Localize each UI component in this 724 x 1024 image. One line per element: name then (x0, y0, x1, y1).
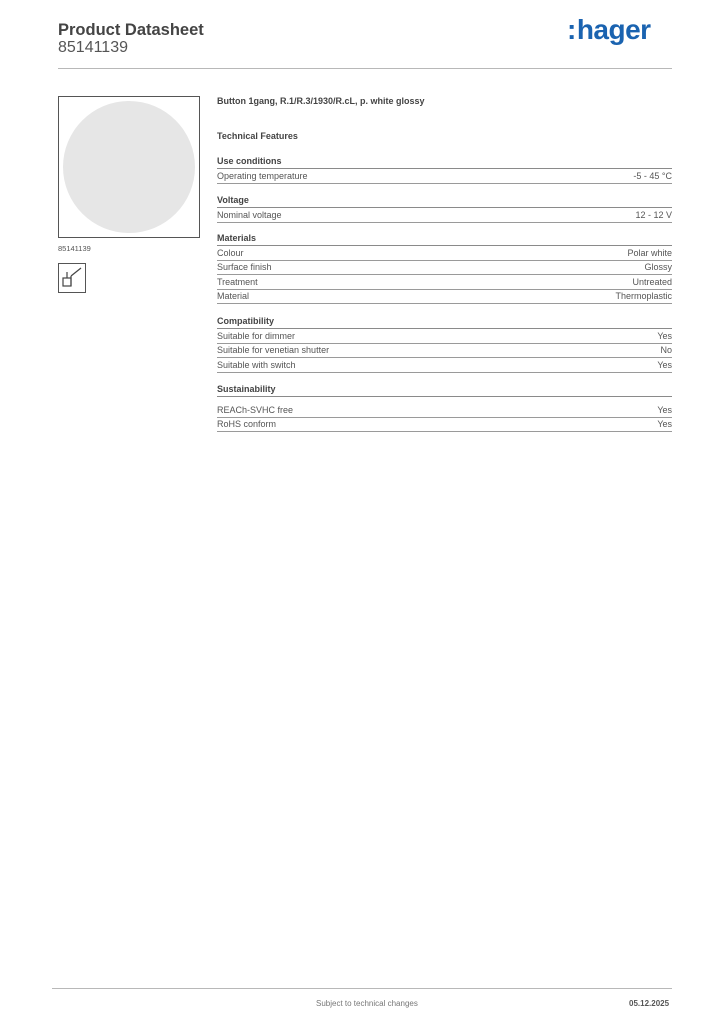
spec-label: Material (217, 291, 250, 301)
group-title: Use conditions (217, 155, 672, 169)
product-image (58, 96, 200, 238)
spec-label: Surface finish (217, 262, 272, 272)
spec-value: Thermoplastic (615, 291, 672, 301)
button-disc (63, 101, 195, 233)
spec-label: Nominal voltage (217, 210, 282, 220)
spec-value: Yes (657, 331, 672, 341)
spec-row (217, 260, 672, 275)
hager-logo: :hager (567, 14, 651, 45)
image-caption: 85141139 (58, 244, 91, 253)
spec-label: Operating temperature (217, 171, 308, 181)
spec-row (217, 289, 672, 304)
article-number: 85141139 (58, 39, 128, 56)
spec-row (217, 417, 672, 432)
spec-label: Suitable for venetian shutter (217, 345, 330, 355)
spec-label: Treatment (217, 277, 258, 287)
brand-name: hager (576, 14, 651, 45)
page-title: Product Datasheet (58, 21, 204, 39)
header-divider (58, 68, 672, 69)
footer-note: Subject to technical changes (316, 999, 418, 1008)
spec-value: Glossy (644, 262, 672, 272)
group-title: Sustainability (217, 383, 672, 397)
spec-value: No (660, 345, 672, 355)
spec-label: REACh-SVHC free (217, 405, 294, 415)
spec-value: Untreated (632, 277, 672, 287)
product-title: Button 1gang, R.1/R.3/1930/R.cL, p. white glossy (217, 96, 425, 106)
switch-symbol-icon (58, 263, 86, 293)
spec-row (217, 246, 672, 261)
spec-row (217, 275, 672, 290)
footer-date: 05.12.2025 (629, 999, 670, 1008)
spec-label: Suitable for dimmer (217, 331, 296, 341)
spec-row (217, 358, 672, 373)
spec-value: -5 - 45 °C (633, 171, 672, 181)
group-title: Voltage (217, 194, 672, 208)
spec-value: Yes (657, 405, 672, 415)
spec-value: Yes (657, 419, 672, 429)
spec-row (217, 208, 672, 223)
spec-row (217, 329, 672, 344)
spec-value: Yes (657, 360, 672, 370)
spec-label: Suitable with switch (217, 360, 296, 370)
spec-label: Colour (217, 248, 244, 258)
spec-label: RoHS conform (217, 419, 277, 429)
spec-row (217, 169, 672, 184)
spec-row (217, 403, 672, 418)
spec-value: Polar white (627, 248, 672, 258)
group-title: Materials (217, 232, 672, 246)
spec-row (217, 343, 672, 358)
spec-value: 12 - 12 V (635, 210, 672, 220)
group-title: Compatibility (217, 315, 672, 329)
technical-features-heading: Technical Features (217, 131, 298, 141)
footer-divider (52, 988, 672, 989)
